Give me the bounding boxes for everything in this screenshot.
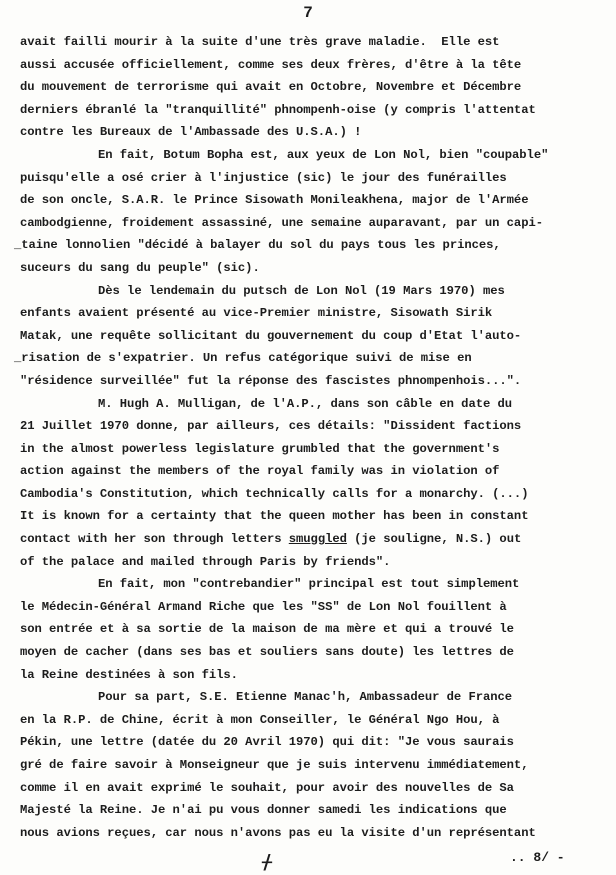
text-line: Pour sa part, S.E. Etienne Manac'h, Ambassadeur de France — [98, 690, 513, 705]
text-line: suceurs du sang du peuple" (sic). — [20, 260, 260, 275]
text-line: En fait, mon "contrebandier" principal est tout simplement — [98, 577, 520, 592]
text-line: "résidence surveillée" fut la réponse des fascistes phnompenhois...". — [20, 373, 522, 388]
text-line: cambodgienne, froidement assassiné, une semaine auparavant, par un capi- — [20, 215, 543, 230]
text-line: le Médecin-Général Armand Riche que les "SS" de Lon Nol fouillent à — [20, 599, 507, 614]
text-line: Pékin, une lettre (datée du 20 Avril 1970) qui dit: "Je vous saurais — [20, 735, 514, 750]
text-span: contact with her son through letters — [20, 532, 289, 547]
text-line: contre les Bureaux de l'Ambassade des U.S.A.) ! — [20, 125, 362, 140]
body-text — [14, 31, 610, 844]
continuation-marker: .. 8/ - — [510, 850, 565, 865]
text-line: puisqu'elle a osé crier à l'injustice (sic) le jour des funérailles — [20, 170, 507, 185]
text-line: Majesté la Reine. Je n'ai pu vous donner samedi les indications que — [20, 803, 507, 818]
text-line: en la R.P. de Chine, écrit à mon Conseiller, le Général Ngo Hou, à — [20, 712, 500, 727]
text-line — [20, 528, 610, 551]
text-line: It is known for a certainty that the queen mother has been in constant — [20, 509, 529, 524]
text-line: M. Hugh A. Mulligan, de l'A.P., dans son câble en date du — [98, 396, 513, 411]
text-line: enfants avaient présenté au vice-Premier ministre, Sisowath Sirik — [20, 306, 493, 321]
text-line: Cambodia's Constitution, which technically calls for a monarchy. (...) — [20, 486, 529, 501]
text-line: gré de faire savoir à Monseigneur que je suis intervenu immédiatement, — [20, 758, 529, 772]
text-line: moyen de cacher (dans ses bas et souliers sans doute) les lettres de — [20, 645, 514, 660]
text-line: action against the members of the royal family was in violation of — [20, 464, 500, 479]
text-line: comme il en avait exprimé le souhait, pour avoir des nouvelles de Sa — [20, 780, 514, 795]
text-line: _taine lonnolien "décidé à balayer du sol du pays tous les princes, — [14, 238, 501, 253]
text-line: 21 Juillet 1970 donne, par ailleurs, ces détails: "Dissident factions — [20, 419, 522, 434]
text-line: of the palace and mailed through Paris by friends". — [20, 554, 391, 569]
text-line: de son oncle, S.A.R. le Prince Sisowath Monileakhena, major de l'Armée — [20, 193, 529, 208]
text-line: avait failli mourir à la suite d'une très grave maladie. Elle est — [20, 35, 500, 49]
underlined-word: smuggled — [288, 532, 347, 547]
text-span: (je souligne, N.S.) out — [346, 532, 522, 547]
text-line: aussi accusée officiellement, comme ses deux frères, d'être à la tête — [20, 57, 522, 72]
text-line: la Reine destinées à son fils. — [20, 667, 238, 682]
text-line: in the almost powerless legislature grumbled that the government's — [20, 441, 500, 456]
text-line: du mouvement de terrorisme qui avait en Octobre, Novembre et Décembre — [20, 80, 522, 95]
text-line: derniers ébranlé la "tranquillité" phnompenh-oise (y compris l'attentat — [20, 102, 536, 117]
text-line: son entrée et à sa sortie de la maison de ma mère et qui a trouvé le — [20, 622, 514, 637]
text-line: En fait, Botum Bopha est, aux yeux de Lon Nol, bien "coupable" — [98, 147, 549, 162]
text-line: _risation de s'expatrier. Un refus catégorique suivi de mise en — [14, 351, 472, 366]
text-line: Matak, une requête sollicitant du gouvernement du coup d'Etat l'auto- — [20, 328, 522, 343]
page-number: 7 — [303, 4, 313, 22]
handwritten-mark: ᚋ — [262, 849, 272, 873]
text-line: nous avions reçues, car nous n'avons pas eu la visite d'un représentant — [20, 825, 536, 840]
text-line: Dès le lendemain du putsch de Lon Nol (19 Mars 1970) mes — [98, 283, 505, 298]
